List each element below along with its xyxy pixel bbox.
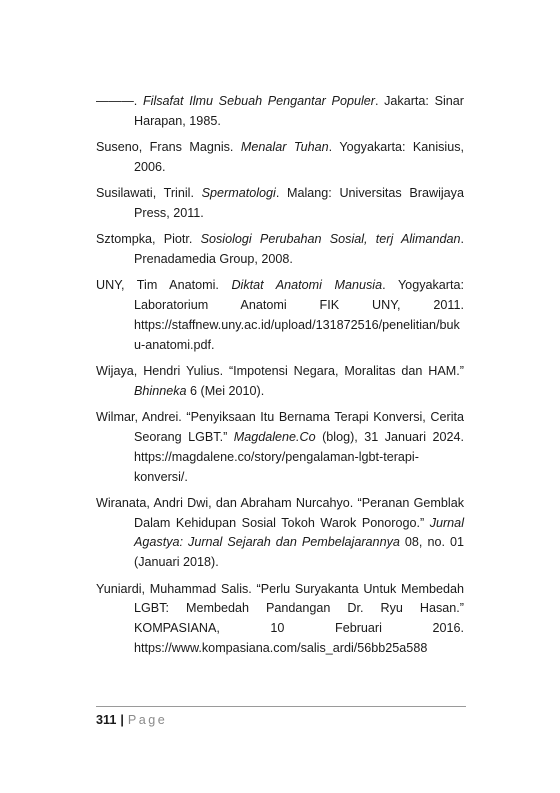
entry-text: Susilawati, Trinil. bbox=[96, 186, 202, 201]
bibliography-entry bbox=[96, 138, 464, 178]
entry-title: Spermatologi bbox=[201, 186, 276, 201]
page-number: 311 bbox=[96, 713, 117, 727]
bibliography-entry bbox=[96, 184, 464, 224]
page-label: Page bbox=[127, 713, 168, 727]
bibliography-entry bbox=[96, 362, 464, 402]
entry-text: ———. bbox=[96, 94, 143, 108]
entry-title: Jurnal Agastya: Jurnal Sejarah dan Pembelajarannya bbox=[134, 515, 464, 550]
entry-text: Suseno, Frans Magnis. bbox=[96, 140, 241, 155]
entry-text: Sztompka, Piotr. bbox=[96, 232, 201, 247]
entry-title: Filsafat Ilmu Sebuah Pengantar Populer bbox=[142, 94, 375, 108]
entry-text: . Yogyakarta: Kanisius, 2006. bbox=[134, 140, 465, 174]
bibliography-entry bbox=[96, 408, 464, 487]
entry-text: (blog), 31 Januari 2024. https://magdalene.co/story/pengalaman-lgbt-terapi-konversi/. bbox=[134, 429, 464, 484]
entry-text: Wiranata, Andri Dwi, dan Abraham Nurcahyo. “Peranan Gemblak Dalam Kehidupan Sosial Tokoh Warok Ponorogo.” bbox=[96, 495, 464, 530]
entry-title: Sosiologi Perubahan Sosial, terj Alimandan bbox=[200, 232, 461, 247]
entry-text: UNY, Tim Anatomi. bbox=[96, 278, 232, 293]
bibliography-list bbox=[96, 92, 464, 665]
entry-text: . Yogyakarta: Laboratorium Anatomi FIK UNY, 2011. https://staffnew.uny.ac.id/upload/131872516/penelitian/buku-anatomi.pdf. bbox=[134, 278, 464, 352]
entry-text: 6 (Mei 2010). bbox=[186, 383, 265, 398]
entry-text: . Prenadamedia Group, 2008. bbox=[134, 232, 464, 267]
entry-text: 08, no. 01 (Januari 2018). bbox=[134, 535, 464, 570]
entry-text: Yuniardi, Muhammad Salis. “Perlu Suryakanta Untuk Membedah LGBT: Membedah Pandangan Dr. Ryu Hasan.” KOMPASIANA, 10 Februari 2016. https://www.kompasiana.com/salis_ardi/56bb25a588 bbox=[96, 581, 464, 655]
entry-title: Menalar Tuhan bbox=[240, 140, 329, 155]
bibliography-entry bbox=[96, 230, 464, 270]
bibliography-entry bbox=[96, 276, 464, 355]
entry-text: . Malang: Universitas Brawijaya Press, 2011. bbox=[134, 186, 464, 220]
footer-divider bbox=[96, 706, 466, 707]
bibliography-entry bbox=[96, 92, 464, 132]
entry-text: . Jakarta: Sinar Harapan, 1985. bbox=[134, 94, 465, 128]
page-footer bbox=[96, 711, 167, 729]
footer-separator: | bbox=[120, 713, 124, 727]
entry-title: Magdalene.Co bbox=[233, 429, 316, 444]
entry-text: Wijaya, Hendri Yulius. “Impotensi Negara, Moralitas dan HAM.” bbox=[96, 364, 464, 379]
entry-text: Wilmar, Andrei. “Penyiksaan Itu Bernama Terapi Konversi, Cerita Seorang LGBT.” bbox=[96, 410, 464, 444]
entry-title: Diktat Anatomi Manusia bbox=[231, 278, 383, 293]
bibliography-entry bbox=[96, 494, 464, 573]
entry-title: Bhinneka bbox=[134, 383, 187, 398]
bibliography-entry bbox=[96, 580, 464, 659]
